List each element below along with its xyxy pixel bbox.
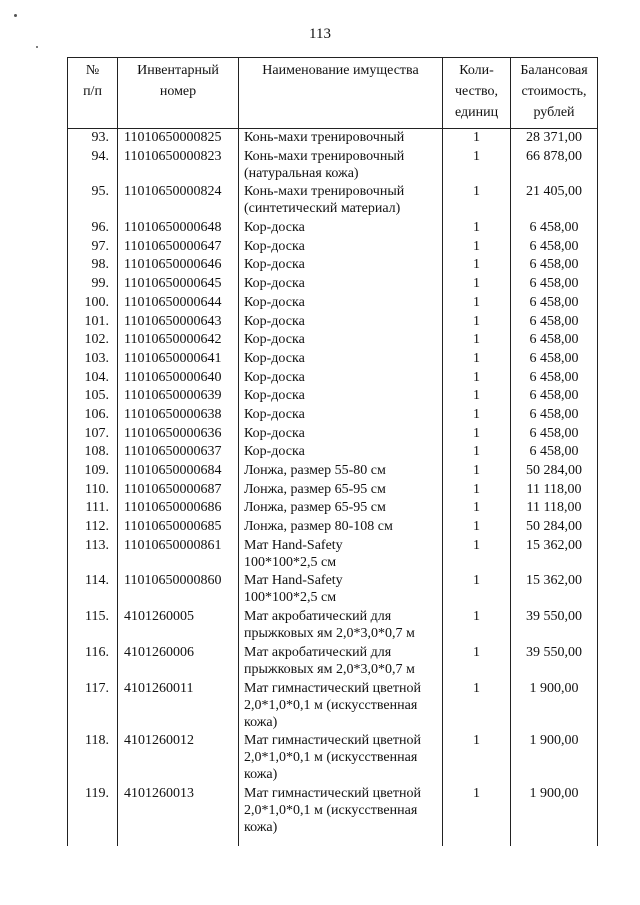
asset-name: Кор-доска bbox=[239, 406, 443, 425]
asset-name: Мат Hand-Safety 100*100*2,5 см bbox=[239, 537, 443, 573]
book-value: 6 458,00 bbox=[511, 443, 598, 462]
table-row bbox=[68, 219, 598, 238]
inventory-number: 11010650000643 bbox=[118, 313, 239, 332]
quantity: 1 bbox=[443, 608, 511, 644]
row-number: 97. bbox=[68, 238, 118, 257]
book-value: 6 458,00 bbox=[511, 331, 598, 350]
quantity: 1 bbox=[443, 294, 511, 313]
inventory-number: 11010650000647 bbox=[118, 238, 239, 257]
inventory-number: 11010650000685 bbox=[118, 518, 239, 537]
quantity: 1 bbox=[443, 219, 511, 238]
asset-name: Мат гимнастический цветной 2,0*1,0*0,1 м (искусственная кожа) bbox=[239, 785, 443, 846]
inventory-number: 11010650000646 bbox=[118, 256, 239, 275]
row-number: 98. bbox=[68, 256, 118, 275]
quantity: 1 bbox=[443, 572, 511, 608]
asset-name: Кор-доска bbox=[239, 425, 443, 444]
row-number: 109. bbox=[68, 462, 118, 481]
page-number: 113 bbox=[309, 26, 331, 42]
header-row bbox=[68, 58, 598, 129]
table-row bbox=[68, 406, 598, 425]
book-value: 1 900,00 bbox=[511, 680, 598, 733]
inventory-number: 11010650000642 bbox=[118, 331, 239, 350]
book-value: 6 458,00 bbox=[511, 238, 598, 257]
inventory-number: 4101260006 bbox=[118, 644, 239, 680]
inventory-number: 11010650000686 bbox=[118, 499, 239, 518]
book-value: 6 458,00 bbox=[511, 313, 598, 332]
quantity: 1 bbox=[443, 644, 511, 680]
asset-name: Кор-доска bbox=[239, 331, 443, 350]
row-number: 95. bbox=[68, 183, 118, 219]
asset-name: Кор-доска bbox=[239, 219, 443, 238]
header-quantity: Коли- чество, единиц bbox=[443, 58, 511, 129]
book-value: 1 900,00 bbox=[511, 732, 598, 785]
book-value: 6 458,00 bbox=[511, 275, 598, 294]
asset-name: Мат гимнастический цветной 2,0*1,0*0,1 м (искусственная кожа) bbox=[239, 680, 443, 733]
inventory-number: 11010650000641 bbox=[118, 350, 239, 369]
book-value: 11 118,00 bbox=[511, 481, 598, 500]
row-number: 96. bbox=[68, 219, 118, 238]
quantity: 1 bbox=[443, 537, 511, 573]
inventory-number: 4101260013 bbox=[118, 785, 239, 846]
header-inventory-number: Инвентарный номер bbox=[118, 58, 239, 129]
row-number: 117. bbox=[68, 680, 118, 733]
row-number: 99. bbox=[68, 275, 118, 294]
asset-name: Кор-доска bbox=[239, 443, 443, 462]
quantity: 1 bbox=[443, 148, 511, 184]
table-row bbox=[68, 537, 598, 573]
book-value: 6 458,00 bbox=[511, 425, 598, 444]
asset-name: Конь-махи тренировочный (натуральная кожа) bbox=[239, 148, 443, 184]
book-value: 39 550,00 bbox=[511, 608, 598, 644]
quantity: 1 bbox=[443, 313, 511, 332]
inventory-number: 11010650000637 bbox=[118, 443, 239, 462]
asset-name: Кор-доска bbox=[239, 275, 443, 294]
book-value: 6 458,00 bbox=[511, 256, 598, 275]
quantity: 1 bbox=[443, 680, 511, 733]
row-number: 101. bbox=[68, 313, 118, 332]
quantity: 1 bbox=[443, 425, 511, 444]
row-number: 93. bbox=[68, 129, 118, 148]
table-row bbox=[68, 369, 598, 388]
row-number: 105. bbox=[68, 387, 118, 406]
book-value: 6 458,00 bbox=[511, 294, 598, 313]
table-row bbox=[68, 732, 598, 785]
quantity: 1 bbox=[443, 256, 511, 275]
quantity: 1 bbox=[443, 481, 511, 500]
row-number: 104. bbox=[68, 369, 118, 388]
inventory-number: 4101260011 bbox=[118, 680, 239, 733]
inventory-number: 4101260012 bbox=[118, 732, 239, 785]
book-value: 15 362,00 bbox=[511, 537, 598, 573]
quantity: 1 bbox=[443, 183, 511, 219]
quantity: 1 bbox=[443, 443, 511, 462]
quantity: 1 bbox=[443, 275, 511, 294]
book-value: 66 878,00 bbox=[511, 148, 598, 184]
quantity: 1 bbox=[443, 732, 511, 785]
table-row bbox=[68, 275, 598, 294]
book-value: 6 458,00 bbox=[511, 387, 598, 406]
table-row bbox=[68, 350, 598, 369]
quantity: 1 bbox=[443, 387, 511, 406]
asset-name: Кор-доска bbox=[239, 238, 443, 257]
inventory-number: 11010650000823 bbox=[118, 148, 239, 184]
quantity: 1 bbox=[443, 238, 511, 257]
asset-name: Кор-доска bbox=[239, 369, 443, 388]
table-row bbox=[68, 499, 598, 518]
asset-name: Конь-махи тренировочный (синтетический материал) bbox=[239, 183, 443, 219]
table-row bbox=[68, 518, 598, 537]
scan-speck bbox=[14, 14, 17, 17]
table-row bbox=[68, 183, 598, 219]
inventory-number: 11010650000684 bbox=[118, 462, 239, 481]
book-value: 6 458,00 bbox=[511, 219, 598, 238]
row-number: 112. bbox=[68, 518, 118, 537]
row-number: 116. bbox=[68, 644, 118, 680]
inventory-number: 11010650000638 bbox=[118, 406, 239, 425]
asset-name: Кор-доска bbox=[239, 350, 443, 369]
row-number: 103. bbox=[68, 350, 118, 369]
row-number: 94. bbox=[68, 148, 118, 184]
asset-name: Лонжа, размер 80-108 см bbox=[239, 518, 443, 537]
asset-name: Кор-доска bbox=[239, 256, 443, 275]
table-body bbox=[68, 129, 598, 846]
inventory-number: 4101260005 bbox=[118, 608, 239, 644]
row-number: 119. bbox=[68, 785, 118, 846]
table-row bbox=[68, 462, 598, 481]
table-row bbox=[68, 331, 598, 350]
quantity: 1 bbox=[443, 369, 511, 388]
book-value: 50 284,00 bbox=[511, 462, 598, 481]
quantity: 1 bbox=[443, 129, 511, 148]
table-row bbox=[68, 256, 598, 275]
table-row bbox=[68, 644, 598, 680]
inventory-number: 11010650000636 bbox=[118, 425, 239, 444]
row-number: 102. bbox=[68, 331, 118, 350]
header-num: № п/п bbox=[68, 58, 118, 129]
quantity: 1 bbox=[443, 518, 511, 537]
asset-name: Лонжа, размер 55-80 см bbox=[239, 462, 443, 481]
table-row bbox=[68, 680, 598, 733]
row-number: 100. bbox=[68, 294, 118, 313]
table-row bbox=[68, 313, 598, 332]
book-value: 39 550,00 bbox=[511, 644, 598, 680]
row-number: 118. bbox=[68, 732, 118, 785]
asset-name: Лонжа, размер 65-95 см bbox=[239, 481, 443, 500]
asset-name: Мат акробатический для прыжковых ям 2,0*3,0*0,7 м bbox=[239, 644, 443, 680]
book-value: 6 458,00 bbox=[511, 369, 598, 388]
inventory-number: 11010650000687 bbox=[118, 481, 239, 500]
table-row bbox=[68, 387, 598, 406]
table-row bbox=[68, 608, 598, 644]
asset-name: Кор-доска bbox=[239, 313, 443, 332]
book-value: 28 371,00 bbox=[511, 129, 598, 148]
inventory-number: 11010650000645 bbox=[118, 275, 239, 294]
header-asset-name: Наименование имущества bbox=[239, 58, 443, 129]
header-book-value: Балансовая стоимость, рублей bbox=[511, 58, 598, 129]
inventory-number: 11010650000639 bbox=[118, 387, 239, 406]
asset-name: Мат гимнастический цветной 2,0*1,0*0,1 м (искусственная кожа) bbox=[239, 732, 443, 785]
table-row bbox=[68, 572, 598, 608]
table-row bbox=[68, 425, 598, 444]
quantity: 1 bbox=[443, 350, 511, 369]
table-row bbox=[68, 443, 598, 462]
inventory-number: 11010650000825 bbox=[118, 129, 239, 148]
row-number: 106. bbox=[68, 406, 118, 425]
row-number: 115. bbox=[68, 608, 118, 644]
book-value: 11 118,00 bbox=[511, 499, 598, 518]
inventory-number: 11010650000644 bbox=[118, 294, 239, 313]
book-value: 6 458,00 bbox=[511, 350, 598, 369]
inventory-number: 11010650000861 bbox=[118, 537, 239, 573]
row-number: 113. bbox=[68, 537, 118, 573]
quantity: 1 bbox=[443, 499, 511, 518]
asset-name: Кор-доска bbox=[239, 387, 443, 406]
inventory-table bbox=[67, 57, 598, 846]
inventory-number: 11010650000640 bbox=[118, 369, 239, 388]
asset-name: Конь-махи тренировочный bbox=[239, 129, 443, 148]
row-number: 108. bbox=[68, 443, 118, 462]
book-value: 15 362,00 bbox=[511, 572, 598, 608]
book-value: 6 458,00 bbox=[511, 406, 598, 425]
table-row bbox=[68, 481, 598, 500]
quantity: 1 bbox=[443, 331, 511, 350]
book-value: 21 405,00 bbox=[511, 183, 598, 219]
table-row bbox=[68, 294, 598, 313]
row-number: 114. bbox=[68, 572, 118, 608]
row-number: 110. bbox=[68, 481, 118, 500]
row-number: 107. bbox=[68, 425, 118, 444]
table-row bbox=[68, 129, 598, 148]
row-number: 111. bbox=[68, 499, 118, 518]
quantity: 1 bbox=[443, 462, 511, 481]
table-row bbox=[68, 785, 598, 846]
inventory-number: 11010650000824 bbox=[118, 183, 239, 219]
table-row bbox=[68, 148, 598, 184]
table-header bbox=[68, 58, 598, 129]
book-value: 50 284,00 bbox=[511, 518, 598, 537]
book-value: 1 900,00 bbox=[511, 785, 598, 846]
asset-name: Мат акробатический для прыжковых ям 2,0*3,0*0,7 м bbox=[239, 608, 443, 644]
table-row bbox=[68, 238, 598, 257]
asset-name: Лонжа, размер 65-95 см bbox=[239, 499, 443, 518]
quantity: 1 bbox=[443, 785, 511, 846]
scan-speck bbox=[36, 46, 38, 48]
asset-name: Мат Hand-Safety 100*100*2,5 см bbox=[239, 572, 443, 608]
inventory-number: 11010650000860 bbox=[118, 572, 239, 608]
asset-name: Кор-доска bbox=[239, 294, 443, 313]
inventory-number: 11010650000648 bbox=[118, 219, 239, 238]
quantity: 1 bbox=[443, 406, 511, 425]
